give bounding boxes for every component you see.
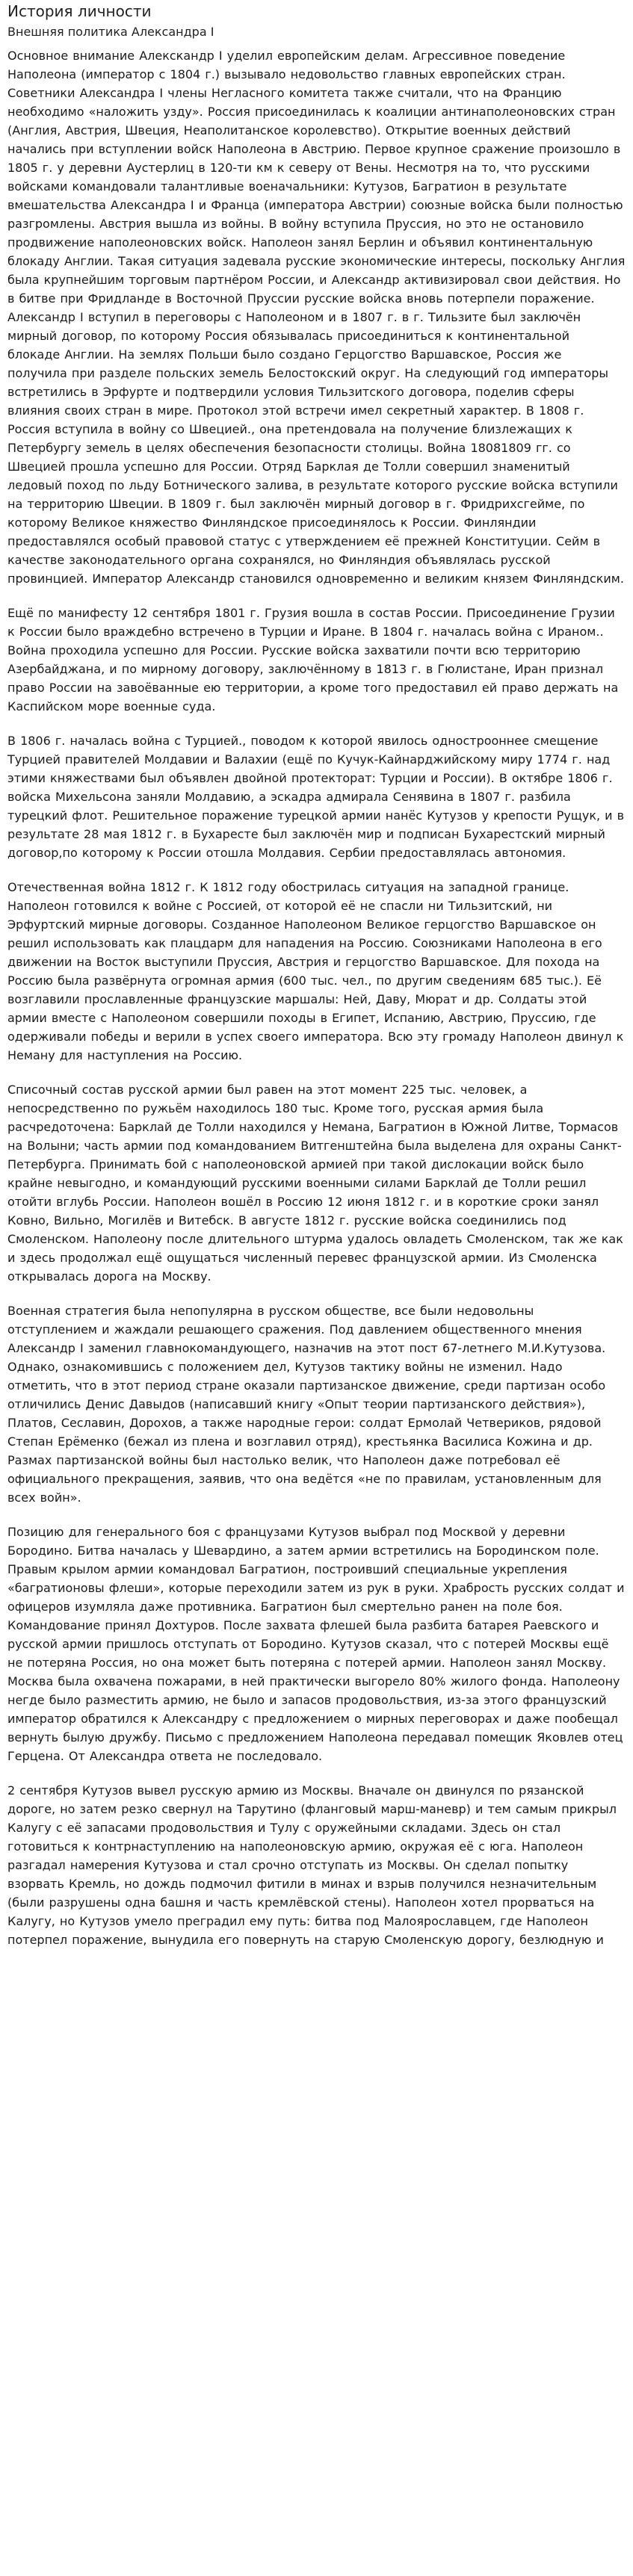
paragraph-turkey-war: В 1806 г. началась война с Турцией., поводом к которой явилось однострооннее смещение Турцией правителей Молдавии и Валахии (ещё по Кучук-Кайнарджийскому миру 1774 г. над этими княжествами был объявлен двойной протекторат: Турции и России). В октябре 1806 г. войска Михельсона заняли Молдавию, а эскадра адмирала Сенявина в 1807 г. разбила турецкий флот. Решительное поражение турецкой армии нанёс Кутузов у крепости Рущук, и в результате 28 мая 1812 г. в Бухаресте был заключён мир и подписан Бухарестский мирный договор,по которому к России отошла Молдавия. Сербии предоставлялась автономия. xyxy=(7,734,625,860)
paragraph-tarutino: 2 сентября Кутузов вывел русскую армию из Москвы. Вначале он двинулся по рязанской дороге, но затем резко свернул на Тарутино (фланговый марш-маневр) и тем самым прикрыл Калугу с её запасами продовольствия и Тулу с оружейными складами. Здесь он стал готовиться к контрнаступлению на наполеоновскую армию, окружая её с юга. Наполеон разгадал намерения Кутузова и стал срочно отступать из Москвы. Он сделал попытку взорвать Кремль, но дождь подмочил фитили в минах и взрыв получился незначительным (были разрушены одна башня и часть кремлёвской стены). Наполеон хотел прорваться на Калугу, но Кутузов умело преградил ему путь: битва под Малоярославцем, где Наполеон потерпел поражение, вынудила его повернуть на старую Смоленскую дорогу, безлюдную и xyxy=(7,1783,617,1947)
paragraph-georgia-iran: Ещё по манифесту 12 сентября 1801 г. Грузия вошла в состав России. Присоединение Грузии к России было враждебно встречено в Турции и Иране. В 1804 г. началась война с Ираном.. Война проходила успешно для России. Русские войска захватили почти всю территорию Азербайджана, и по мирному договору, заключённому в 1813 г. в Гюлистане, Иран признал право России на завоёванные ею территории, а кроме того предоставил ей право держать на Каспийском море военные суда. xyxy=(7,606,619,713)
paragraph-russian-army: Списочный состав русской армии был равен на этот момент 225 тыс. человек, а непосредственно по ружьём находилось 180 тыс. Кроме того, русская армия была расчредоточена: Барклай де Толли находился у Немана, Багратион в Южной Литве, Тормасов на Волыни; часть армии под командованием Витгенштейна была выделена для охраны Санкт-Петербурга. Принимать бой с наполеоновской армией при такой дислокации войск было крайне невыгодно, и командующий русскими военными силами Барклай де Толли решил отойти вглубь России. Наполеон вошёл в Россию 12 июня 1812 г. и в короткие сроки занял Ковно, Вильно, Могилёв и Витебск. В августе 1812 г. русские войска соединились под Смоленском. Наполеону после длительного штурма удалось овладеть Смоленском, так же как и здесь продолжал ещё ощущаться численный перевес французской армии. Из Смоленска открывалась дорога на Москву. xyxy=(7,1083,623,1284)
page-title: История личности xyxy=(7,2,152,20)
paragraph-alexander-foreign-policy: Основное внимание Алекскандр I уделил европейским делам. Агрессивное поведение Наполеона (император с 1804 г.) вызывало недовольство главных европейских стран. Советники Александра I члены Негласного комитета также считали, что на Францию необходимо «наложить узду». Россия присоединилась к коалиции антинаполеоновских стран (Англия, Австрия, Швеция, Неаполитанское королевство). Открытие военных действий начались при вступлении войск Наполеона в Австрию. Первое крупное сражение произошло в 1805 г. у деревни Аустерлиц в 120-ти км к северу от Вены. Несмотря на то, что русскими войсками командовали талантливые военачальники: Кутузов, Багратион в результате вмешательства Александра I и Франца (императора Австрии) союзные войска были полностью разгромлены. Австрия вышла из войны. В войну вступила Пруссия, но это не остановило продвижение наполеоновских войск. Наполеон занял Берлин и объявил континентальную блокаду Англии. Такая ситуация задевала русские экономические интересы, поскольку Англия была крупнейшим торговым партнёром России, и Александр активизировал свои действия. Но в битве при Фридланде в Восточной Пруссии русские войска вновь потерпели поражение. Александр I вступил в переговоры с Наполеоном и в 1807 г. в г. Тильзите был заключён мирный договор, по которому Россия обязывалась присоединиться к континентальной блокаде Англии. На землях Польши было создано Герцогство Варшавское, Россия же получила при разделе польских земель Белостокский округ. На следующий год императоры встретились в Эрфурте и подтвердили условия Тильзитского договора, поделив сферы влияния своих стран в мире. Протокол этой встречи имел секретный характер. В 1808 г. Россия вступила в войну со Швецией., она претендовала на получение близлежащих к Петербургу земель в целях обеспечения безопасности столицы. Война 18081809 гг. со Швецией прошла успешно для России. Отряд Барклая де Толли совершил знаменитый ледовый поход по льду Ботнического залива, в результате которого русские войска вступили на территорию Швеции. В 1809 г. был заключён мирный договор в г. Фридрихсгейме, по которому Великое княжество Финляндское присоединялось к России. Финляндии предоставлялся особый правовой статус с утверждением её прежней Конституции. Сейм в качестве законодательного органа сохранялся, но Финляндия объявлялась русской провинцией. Император Александр становился одновременно и великим князем Финляндским. xyxy=(7,49,626,586)
page-subtitle: Внешняя политика Александра I xyxy=(7,25,214,39)
paragraph-strategy-partisans: Военная стратегия была непопулярна в русском обществе, все были недовольны отступлением и жаждали решающего сражения. Под давлением общественного мнения Александр I заменил главнокомандующего, назначив на этот пост 67-летнего М.И.Кутузова. Однако, ознакомившись с положением дел, Кутузов тактику войны не изменил. Надо отметить, что в этот период стране оказали партизанское движение, среди партизан особо отличились Денис Давыдов (написавший книгу «Опыт теории партизанского действия»), Платов, Сеславин, Дорохов, а также народные герои: солдат Ермолай Четвериков, рядовой Степан Ерёменко (бежал из плена и возглавил отряд), крестьянка Василиса Кожина и др. Размах партизанской войны был настолько велик, что Наполеон даже потребовал её официального прекращения, заявив, что она ведётся «не по правилам, установленным для всех войн». xyxy=(7,1304,606,1505)
paragraph-patriotic-war-start: Отечественная война 1812 г. К 1812 году обострилась ситуация на западной границе. Наполеон готовился к войне с Россией, от которой её не спасли ни Тильзитский, ни Эрфуртский мирные договоры. Созданное Наполеоном Великое герцогство Варшавское он решил использовать как плацдарм для нападения на Россию. Союзниками Наполеона в его движении на Восток выступили Пруссия, Австрия и герцогство Варшавское. Для похода на Россию была развёрнута огромная армия (600 тыс. чел., по другим сведениям 685 тыс.). Её возглавили прославленные французские маршалы: Ней, Даву, Мюрат и др. Солдаты этой армии вместе с Наполеоном совершили походы в Египет, Испанию, Австрию, Пруссию, где одерживали победы и верили в успех своего императора. Всю эту громаду Наполеон двинул к Неману для наступления на Россию. xyxy=(7,880,624,1062)
article-body xyxy=(7,46,626,1949)
paragraph-borodino: Позицию для генерального боя с французами Кутузов выбрал под Москвой у деревни Бородино. Битва началась у Шевардино, а затем армии встретились на Бородинском поле. Правым крылом армии командовал Багратион, построивший специальные укрепления «багратионовы флеши», которые переходили затем из рук в руки. Храбрость русских солдат и офицеров изумляла даже противника. Багратион был смертельно ранен на поле боя. Командование принял Дохтуров. После захвата флешей была разбита батарея Раевского и русской армии пришлось отступать от Бородино. Кутузов сказал, что с потерей Москвы ещё не потеряна Россия, но она может быть потеряна с потерей армии. Наполеон занял Москву. Москва была охвачена пожарами, в ней практически выгорело 80% жилого фонда. Наполеону негде было разместить армию, не было и запасов продовольствия, из-за этого французский император обратился к Александру с предложением о мирных переговорах и даже пообещал вернуть былую дружбу. Письмо с предложением Наполеона передавал помещик Яковлев отец Герцена. От Александра ответа не последовало. xyxy=(7,1525,625,1763)
